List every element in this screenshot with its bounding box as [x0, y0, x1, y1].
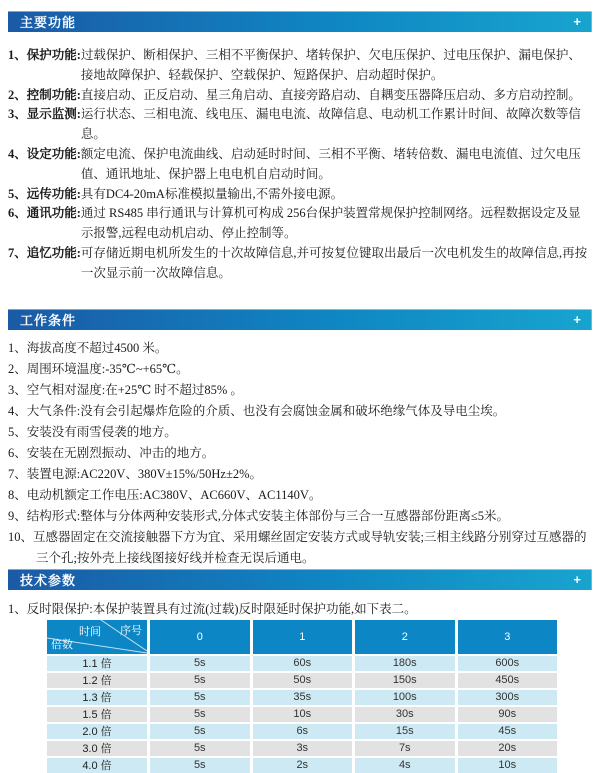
table-cell: 3s: [253, 741, 353, 756]
function-item: [8, 204, 592, 244]
corner-label-time: 时间: [79, 625, 101, 638]
table-cell: 60s: [253, 656, 353, 671]
function-item-label: 3、显示监测:: [8, 107, 81, 122]
function-item: [8, 86, 592, 106]
table-row-label: 1.3 倍: [47, 690, 147, 705]
table-header-cell: 3: [458, 620, 558, 654]
table-cell: 2s: [253, 758, 353, 773]
table-cell: 5s: [150, 741, 250, 756]
table-cell: 5s: [150, 758, 250, 773]
function-item-text: 额定电流、保护电流曲线、启动延时时间、三相不平衡、堵转倍数、漏电电流值、过欠电压值、通讯地址、保护器上电电机自启动时间。: [80, 146, 581, 181]
function-item-text: 通过 RS485 串行通讯与计算机可构成 256台保护装置常规保护控制网络。远程数据设定及显示报警,远程电动机启动、停止控制等。: [80, 206, 581, 241]
table-cell: 5s: [150, 724, 250, 739]
table-cell: 600s: [458, 656, 558, 671]
function-item-text: 直接启动、正反启动、星三角启动、直接旁路启动、自耦变压器降压启动、多方启动控制。: [80, 87, 581, 102]
table-cell: 35s: [253, 690, 353, 705]
function-item-label: 1、保护功能:: [8, 48, 81, 62]
function-item-text: 可存储近期电机所发生的十次故障信息,并可按复位键取出最后一次电机发生的故障信息,再按一次显示前一次故障信息。: [80, 245, 588, 280]
table-cell: 450s: [458, 673, 558, 688]
main-functions-list: [8, 46, 592, 284]
table-cell: 4s: [355, 758, 455, 773]
condition-item: 10、互感器固定在交流接触器下方为宜、采用螺丝固定安装方式或导轨安装;三相主线路分别穿过互感器的三个孔;按外壳上接线图接好线并检查无误后通电。: [8, 529, 587, 565]
table-cell: 5s: [150, 673, 250, 688]
section-title-technical-parameters: 技术参数: [20, 572, 77, 588]
table-cell: 300s: [458, 690, 558, 705]
function-item-text: 过载保护、断相保护、三相不平衡保护、堵转保护、欠电压保护、过电压保护、漏电保护、接地故障保护、轻载保护、空载保护、短路保护、启动超时保护。: [80, 48, 581, 82]
table-cell: 5s: [150, 690, 250, 705]
table-header-cell: 2: [355, 620, 455, 654]
inverse-time-table: [47, 620, 557, 773]
table-row-label: 2.0 倍: [47, 724, 147, 739]
function-item-text: 运行状态、三相电流、线电压、漏电电流、故障信息、电动机工作累计时间、故障次数等信息。: [80, 107, 581, 142]
function-item-text: 具有DC4-20mA标准模拟量输出,不需外接电源。: [80, 186, 344, 201]
table-cell: 30s: [355, 707, 455, 722]
function-item-label: 4、设定功能:: [8, 146, 81, 161]
section-title-working-conditions: 工作条件: [20, 312, 77, 328]
condition-item: 9、结构形式:整体与分体两种安装形式,分体式安装主体部份与三合一互感器部份距离≤5米。: [8, 508, 509, 523]
function-item-label: 6、通讯功能:: [8, 206, 81, 221]
function-item: [8, 46, 592, 86]
condition-item: 1、反时限保护:本保护装置具有过流(过载)反时限延时保护功能,如下表二。: [8, 601, 417, 616]
section-header-working-conditions[interactable]: [8, 309, 592, 330]
table-cell: 6s: [253, 724, 353, 739]
working-conditions-list: [8, 338, 592, 569]
condition-item: 2、周围环境温度:-35℃~+65℃。: [8, 361, 189, 376]
table-cell: 10s: [253, 707, 353, 722]
table-cell: 100s: [355, 690, 455, 705]
corner-label-multiple: 倍数: [51, 638, 73, 651]
table-row-label: 1.2 倍: [47, 673, 147, 688]
section-header-technical-parameters[interactable]: [8, 569, 592, 590]
function-item-label: 2、控制功能:: [8, 87, 81, 102]
table-cell: 180s: [355, 656, 455, 671]
table-cell: 7s: [355, 741, 455, 756]
table-row-label: 1.5 倍: [47, 707, 147, 722]
condition-item: 7、装置电源:AC220V、380V±15%/50Hz±2%。: [8, 466, 262, 481]
condition-item: 8、电动机额定工作电压:AC380V、AC660V、AC1140V。: [8, 487, 322, 502]
expand-plus-icon[interactable]: +: [573, 14, 581, 29]
condition-item: 3、空气相对湿度:在+25℃ 时不超过85% 。: [8, 382, 243, 397]
table-corner-cell: [47, 620, 147, 654]
function-item: [8, 244, 592, 284]
table-cell: 15s: [355, 724, 455, 739]
table-header-cell: 0: [150, 620, 250, 654]
condition-item: 4、大气条件:没有会引起爆炸危险的介质、也没有会腐蚀金属和破坏绝缘气体及导电尘埃。: [8, 403, 506, 418]
condition-item: 5、安装没有雨雪侵袭的地方。: [8, 424, 177, 439]
section-header-main-functions[interactable]: [8, 11, 592, 32]
technical-parameters-list: [8, 599, 592, 620]
function-item: [8, 145, 592, 185]
condition-item: 6、安装在无剧烈振动、冲击的地方。: [8, 445, 215, 460]
table-cell: 5s: [150, 707, 250, 722]
table-row-label: 1.1 倍: [47, 656, 147, 671]
expand-plus-icon[interactable]: +: [573, 571, 581, 587]
table-cell: 150s: [355, 673, 455, 688]
table-cell: 50s: [253, 673, 353, 688]
table-cell: 10s: [458, 758, 558, 773]
table-cell: 5s: [150, 656, 250, 671]
table-header-cell: 1: [253, 620, 353, 654]
table-row-label: 4.0 倍: [47, 758, 147, 773]
expand-plus-icon[interactable]: +: [573, 311, 581, 327]
corner-label-index: 序号: [120, 624, 142, 637]
table-row-label: 3.0 倍: [47, 741, 147, 756]
table-cell: 45s: [458, 724, 558, 739]
function-item: [8, 185, 592, 205]
table-cell: 90s: [458, 707, 558, 722]
section-title-main-functions: 主要功能: [20, 15, 77, 30]
table-cell: 20s: [458, 741, 558, 756]
function-item: [8, 105, 592, 145]
function-item-label: 7、追忆功能:: [8, 245, 81, 260]
condition-item: 1、海拔高度不超过4500 米。: [8, 340, 168, 355]
function-item-label: 5、远传功能:: [8, 186, 81, 201]
